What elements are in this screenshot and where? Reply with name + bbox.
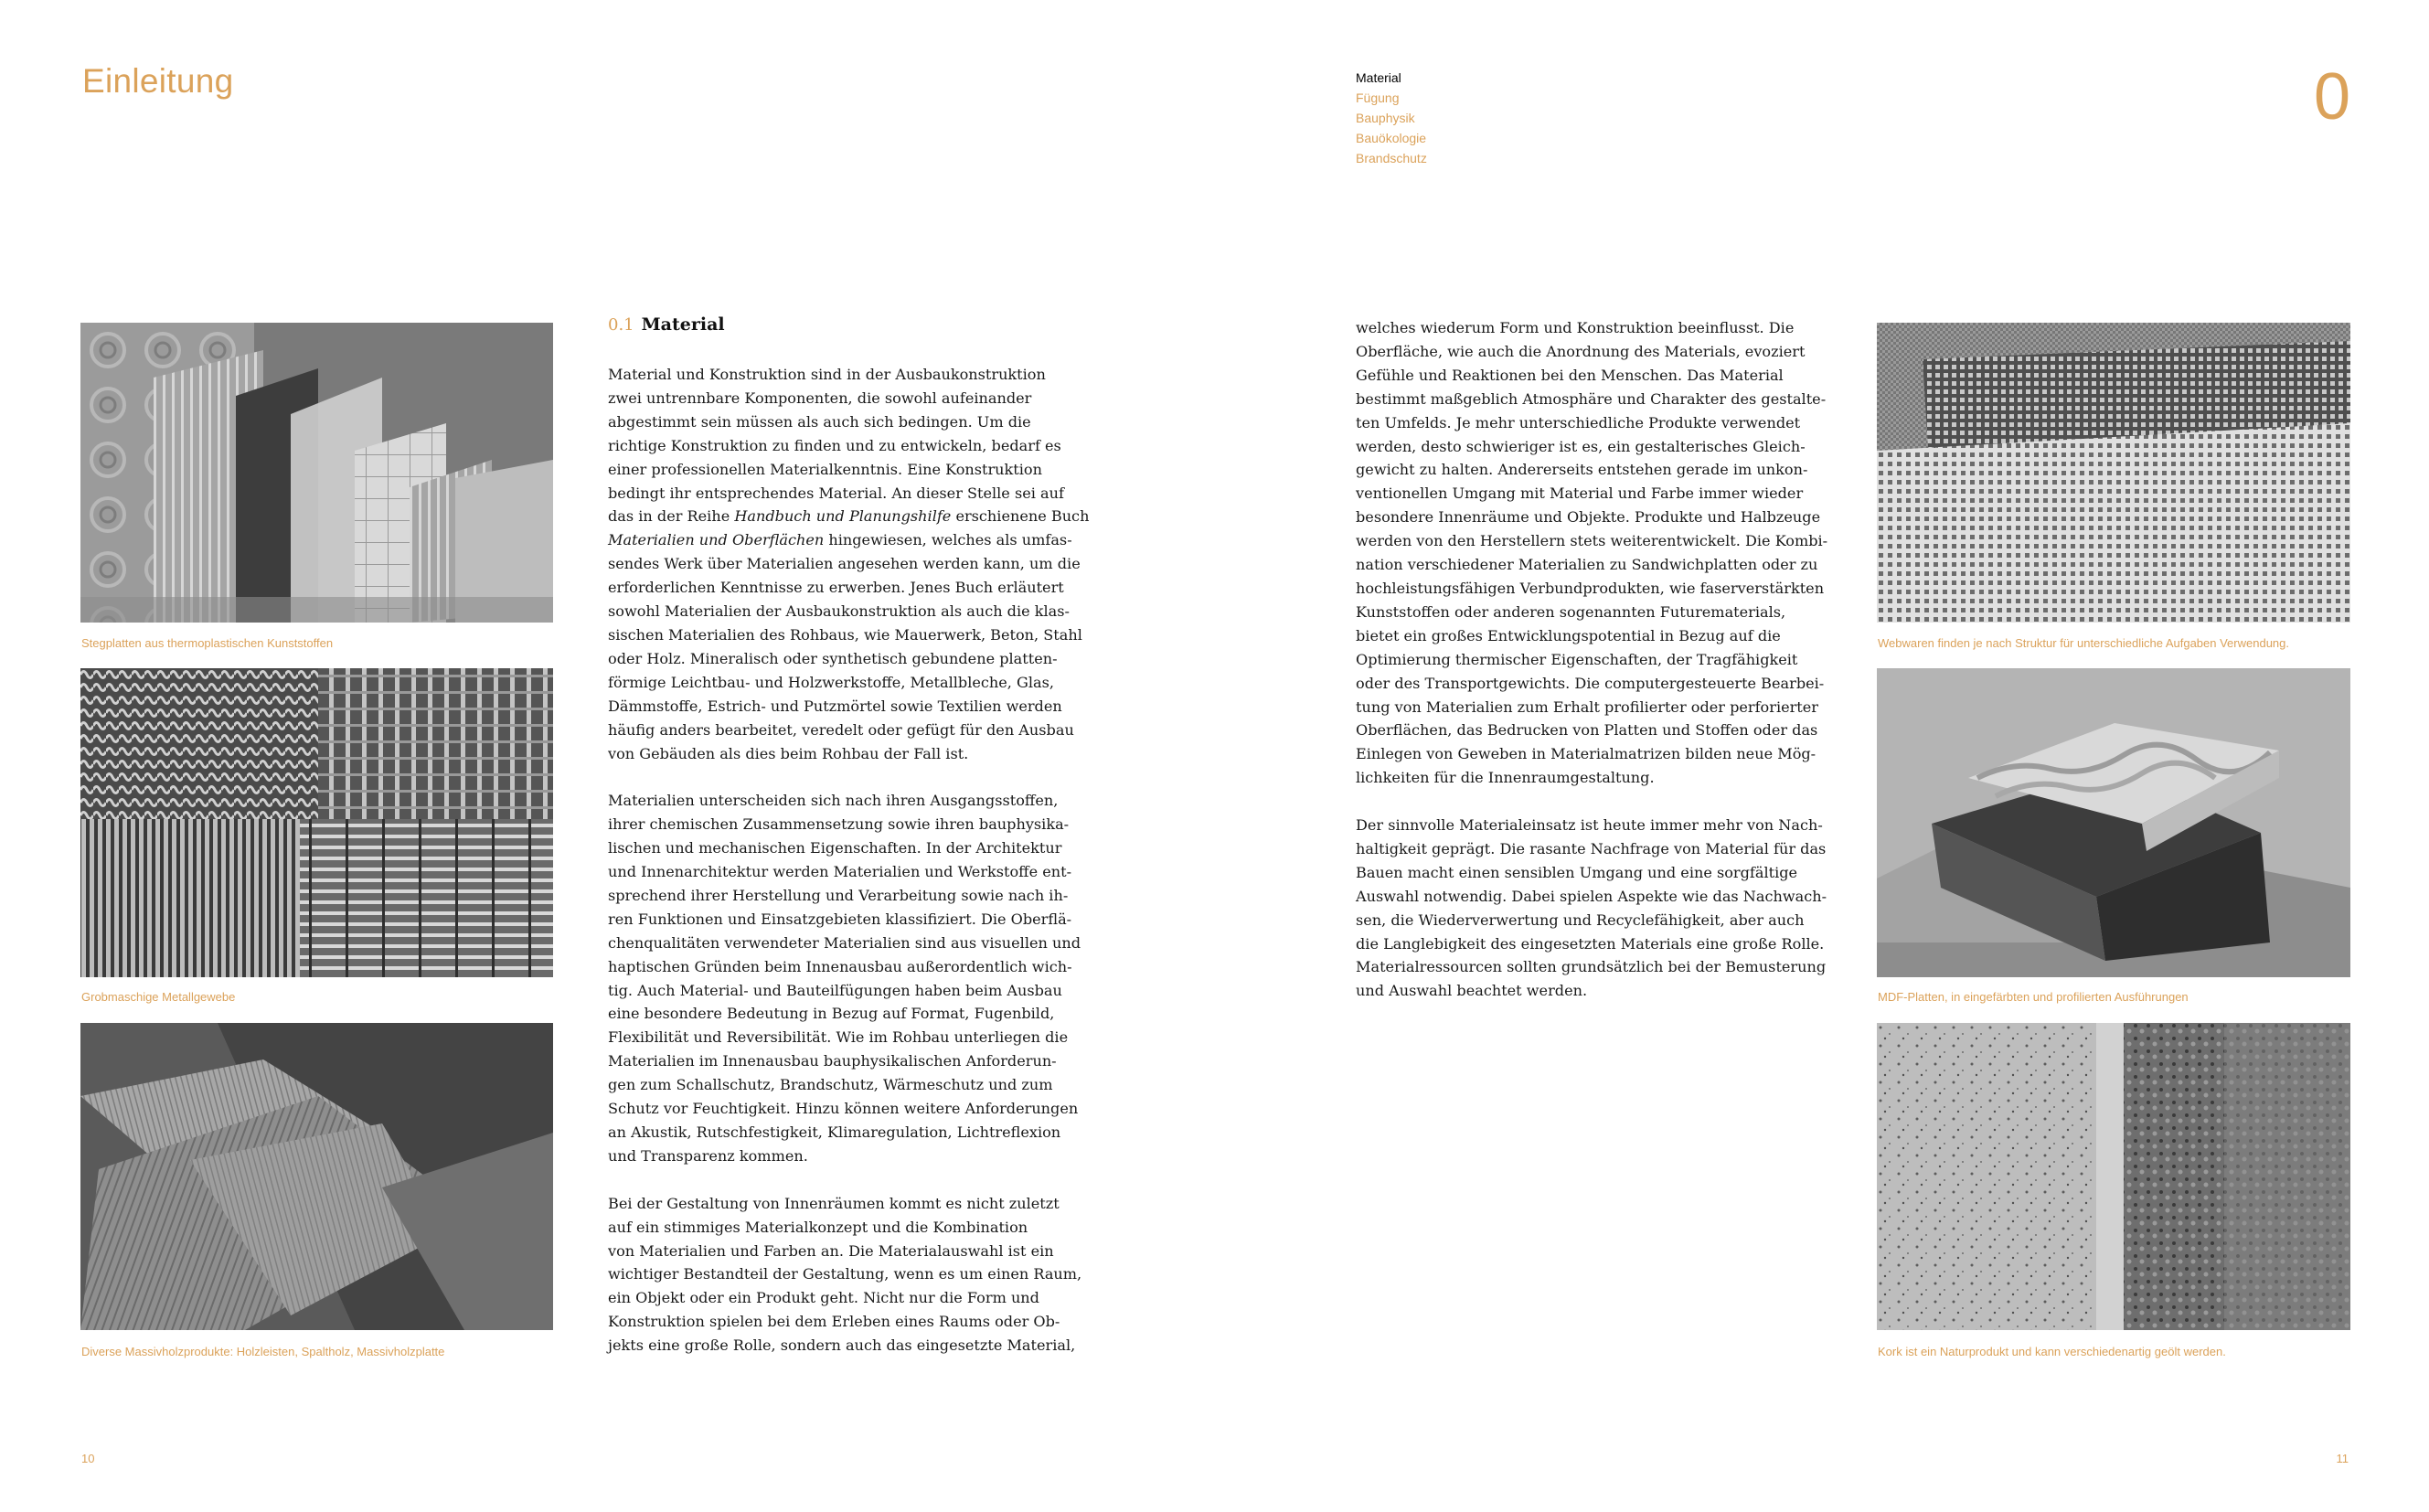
paragraph: Materialien unterscheiden sich nach ihren Ausgangsstoffen, ihrer chemischen Zusammensetzung sowie ihren bauphysika- lischen und mechanischen Eigenschaften. In der Architektur und Innenarchitektur werden Materialien und Werkstoffe ent- sprechend ihrer Herstellung und Verarbeitung sowie nach ih- ren Funktionen und Einsatzgebieten klassifiziert. Die Oberflä- chenqualitäten verwendeter Materialien sind aus visuellen und haptischen Gründen beim Innenausbau außerordentlich wich- tig. Auch Material- und Bauteilfügungen haben beim Ausbau eine besondere Bedeutung in Bezug auf Format, Fugenbild, Flexibilität und Reversibilität. Wie im Rohbau unterliegen die Materialien im Innenausbau bauphysikalischen Anforderun- gen zum Schallschutz, Brandschutz, Wärmeschutz und zum Schutz vor Feuchtigkeit. Hinzu können weitere Anforderungen an Akustik, Rutschfestigkeit, Klimaregulation, Lichtreflexion und Transparenz kommen. xyxy=(608,792,1081,1165)
paragraph: Der sinnvolle Materialeinsatz ist heute immer mehr von Nach- haltigkeit geprägt. Die rasante Nachfrage von Material für das Bauen macht einen sensiblen Umgang und eine sorgfältige Auswahl notwendig. Dabei spielen Aspekte wie das Nachwach- sen, die Wiederverwertung und Recyclefähigkeit, aber auch die Langlebigkeit des eingesetzten Materials eine große Rolle. Materialressourcen sollten grundsätzlich bei der Bemusterung und Auswahl beachtet werden. xyxy=(1356,816,1827,1000)
toc-item-fuegung[interactable]: Fügung xyxy=(1356,91,1400,105)
photo-mdf-panels xyxy=(1877,668,2350,977)
page-number-right: 11 xyxy=(2336,1452,2349,1465)
section-title: Material xyxy=(641,314,725,335)
body-text-left xyxy=(608,363,1092,1358)
mdf-panels-illustration xyxy=(1877,668,2350,977)
toc-item-bauoekologie[interactable]: Bauökologie xyxy=(1356,131,1427,145)
section-number: 0.1 xyxy=(608,315,634,335)
toc-item-bauphysik[interactable]: Bauphysik xyxy=(1356,111,1415,125)
caption-photo-4: Webwaren finden je nach Struktur für unterschiedliche Aufgaben Verwendung. xyxy=(1878,636,2289,650)
photo-metal-mesh xyxy=(80,668,553,977)
toc-item-brandschutz[interactable]: Brandschutz xyxy=(1356,151,1427,165)
caption-photo-1: Stegplatten aus thermoplastischen Kunststoffen xyxy=(81,636,334,650)
photo-solid-wood xyxy=(80,1023,553,1330)
metal-mesh-illustration xyxy=(80,668,553,977)
solid-wood-illustration xyxy=(80,1023,553,1330)
photo-cork xyxy=(1877,1023,2350,1330)
chapter-toc xyxy=(1356,68,1557,168)
paragraph: Bei der Gestaltung von Innenräumen kommt es nicht zuletzt auf ein stimmiges Materialkonzept und die Kombination von Materialien und Farben an. Die Materialauswahl ist ein wichtiger Bestandteil der Gestaltung, wenn es um einen Raum, ein Objekt oder ein Produkt geht. Nicht nur die Form und Konstruktion spielen bei dem Erleben eines Raums oder Ob- jekts eine große Rolle, sondern auch das eingesetzte Material, xyxy=(608,1194,1082,1355)
photo-polycarbonate-panels xyxy=(80,323,553,623)
paragraph: Material und Konstruktion sind in der Ausbaukonstruktion zwei untrennbare Komponenten, die sowohl aufeinander abgestimmt sein müssen als auch sich bedingen. Um die richtige Konstruktion zu finden und zu entwickeln, bedarf es einer professionellen Materialkenntnis. Eine Konstruktion bedingt ihr entsprechendes Material. An dieser Stelle sei auf das in der Reihe Handbuch und Planungshilfe erschienene Buch Materialien und Oberflächen hingewiesen, welches als umfas- sendes Werk über Materialien angesehen werden kann, um die erforderlichen Kenntnisse zu erwerben. Jenes Buch erläutert sowohl Materialien der Ausbaukonstruktion als auch die klas- sischen Materialien des Rohbaus, wie Mauerwerk, Beton, Stahl oder Holz. Mineralisch oder synthetisch gebundene platten- förmige Leichtbau- und Holzwerkstoffe, Metallbleche, Glas, Dämmstoffe, Estrich- und Putzmörtel sowie Textilien werden häufig anders bearbeitet, veredelt oder gefügt für den Ausbau von Gebäuden als dies beim Rohbau der Fall ist. xyxy=(608,366,1090,762)
caption-photo-3: Diverse Massivholzprodukte: Holzleisten, Spaltholz, Massivholzplatte xyxy=(81,1345,445,1358)
caption-photo-6: Kork ist ein Naturprodukt und kann verschiedenartig geölt werden. xyxy=(1878,1345,2226,1358)
chapter-title: Einleitung xyxy=(82,62,234,100)
cork-illustration xyxy=(1877,1023,2350,1330)
photo-woven-fabrics xyxy=(1877,323,2350,623)
chapter-number: 0 xyxy=(2313,60,2350,133)
caption-photo-5: MDF-Platten, in eingefärbten und profilierten Ausführungen xyxy=(1878,990,2189,1004)
body-text-right xyxy=(1356,316,1840,1003)
toc-item-material[interactable]: Material xyxy=(1356,70,1401,85)
paragraph: welches wiederum Form und Konstruktion beeinflusst. Die Oberfläche, wie auch die Anordnung des Materials, evoziert Gefühle und Reaktionen bei den Menschen. Das Material bestimmt maßgeblich Atmosphäre und Charakter des gestalte- ten Umfelds. Je mehr unterschiedliche Produkte verwendet werden, desto schwieriger ist es, ein gestalterisches Gleich- gewicht zu halten. Andererseits entstehen gerade im unkon- ventionellen Umgang mit Material und Farbe immer wieder besondere Innenräume und Objekte. Produkte und Halbzeuge werden von den Herstellern stets weiterentwickelt. Die Kombi- nation verschiedener Materialien zu Sandwichplatten oder zu hochleistungsfähigen Verbundprodukten, wie faserverstärkten Kunststoffen oder anderen sogenannten Futurematerials, bietet ein großes Entwicklungspotential in Bezug auf die Optimierung thermischer Eigenschaften, der Tragfähigkeit oder des Transportgewichts. Die computergesteuerte Bearbei- tung von Materialien zum Erhalt profilierter oder perforierter Oberflächen, das Bedrucken von Platten und Stoffen oder das Einlegen von Geweben in Materialmatrizen bilden neue Mög- lichkeiten für die Innenraumgestaltung. xyxy=(1356,319,1828,787)
caption-photo-2: Grobmaschige Metallgewebe xyxy=(81,990,236,1004)
section-heading xyxy=(608,314,725,335)
page-number-left: 10 xyxy=(81,1452,95,1465)
polycarbonate-panels-illustration xyxy=(80,323,553,623)
woven-fabrics-illustration xyxy=(1877,323,2350,623)
